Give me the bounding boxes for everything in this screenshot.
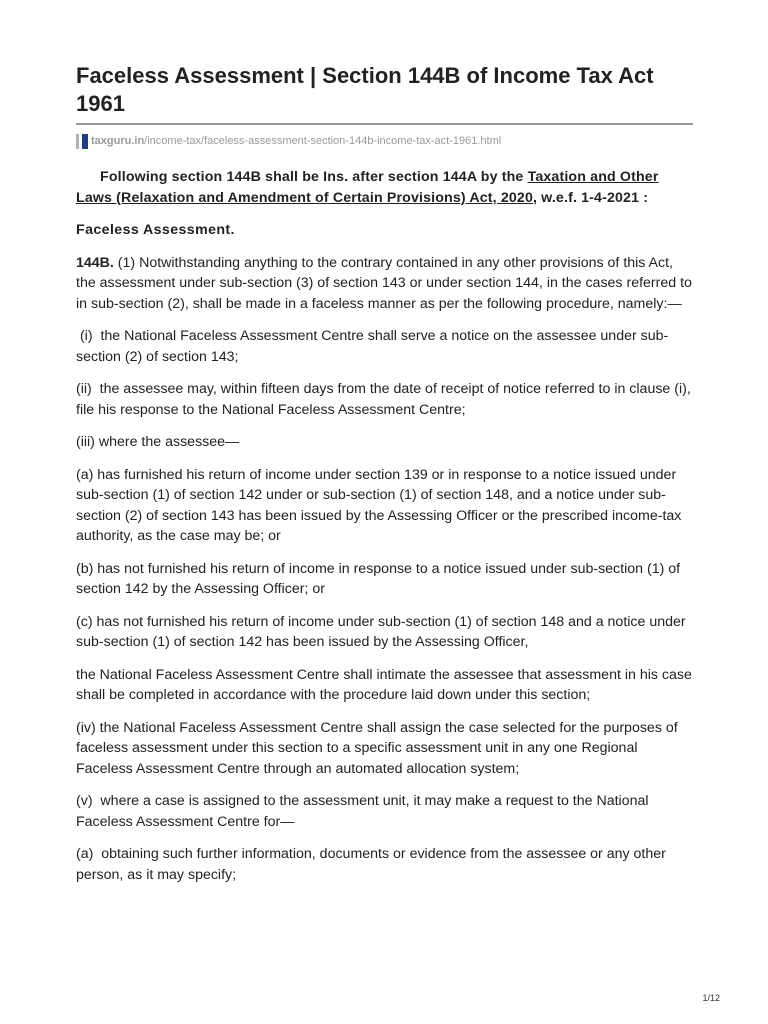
- section-text: (1) Notwithstanding anything to the contrary contained in any other provisions of this Act, the assessment under sub-section (3) of section 143 or under section 144, in the cases referred to in sub-section (2), shall be made in a faceless manner as per the following procedure, namely:—: [76, 254, 692, 312]
- clause-paragraph: (iv) the National Faceless Assessment Centre shall assign the case selected for the purposes of faceless assessment under this section to a specific assessment unit in any one Regional Faceless Assessment Centre through an automated allocation system;: [76, 719, 682, 777]
- section-number: 144B.: [76, 254, 114, 271]
- clause-paragraph: (b) has not furnished his return of income in response to a notice issued under sub-section (1) of section 142 by the Assessing Officer; or: [76, 560, 685, 597]
- source-path: /income-tax/faceless-assessment-section-144b-income-tax-act-1961.html: [144, 135, 502, 147]
- document-body: [76, 167, 696, 885]
- intro-text-after: , w.e.f. 1-4-2021 :: [533, 189, 649, 206]
- clause-paragraph: (ii) the assessee may, within fifteen days from the date of receipt of notice referred to in clause (i), file his response to the National Faceless Assessment Centre;: [76, 381, 695, 418]
- site-logo-icon: [76, 134, 88, 149]
- clause-paragraph: (v) where a case is assigned to the assessment unit, it may make a request to the National Faceless Assessment Centre for—: [76, 793, 653, 830]
- clause-paragraph: (a) obtaining such further information, documents or evidence from the assessee or any other person, as it may specify;: [76, 846, 670, 883]
- intro-paragraph: [76, 167, 693, 208]
- clause-paragraph: (iii) where the assessee—: [76, 434, 240, 450]
- page-number: 1/12: [702, 993, 720, 1003]
- intro-text-before: Following section 144B shall be Ins. after section 144A by the: [100, 169, 528, 185]
- source-url-link[interactable]: [91, 134, 501, 148]
- document-page: [76, 62, 696, 897]
- clause-paragraph: (c) has not furnished his return of income under sub-section (1) of section 148 and a notice under sub-section (1) of section 142 has been issued by the Assessing Officer,: [76, 613, 690, 650]
- clause-paragraph: (i) the National Faceless Assessment Centre shall serve a notice on the assessee under sub-section (2) of section 143;: [76, 328, 669, 365]
- clause-paragraph: (a) has furnished his return of income under section 139 or in response to a notice issued under sub-section (1) of section 142 under or sub-section (1) of section 148, and a notice under sub-section (2) of section 143 has been issued by the Assessing Officer or the prescribed income-tax authority, as the case may be; or: [76, 466, 686, 544]
- section-heading: Faceless Assessment.: [76, 222, 235, 238]
- title-divider: [76, 123, 693, 125]
- source-domain: taxguru.in: [91, 135, 145, 147]
- source-line: [76, 133, 693, 149]
- clause-paragraph: the National Faceless Assessment Centre shall intimate the assessee that assessment in his case shall be completed in accordance with the procedure laid down under this section;: [76, 666, 696, 703]
- act-link[interactable]: Taxation and Other Laws (Relaxation and Amendment of Certain Provisions) Act, 2020: [76, 169, 659, 206]
- section-paragraph: [76, 253, 693, 315]
- page-title: Faceless Assessment | Section 144B of Income Tax Act 1961: [76, 63, 654, 116]
